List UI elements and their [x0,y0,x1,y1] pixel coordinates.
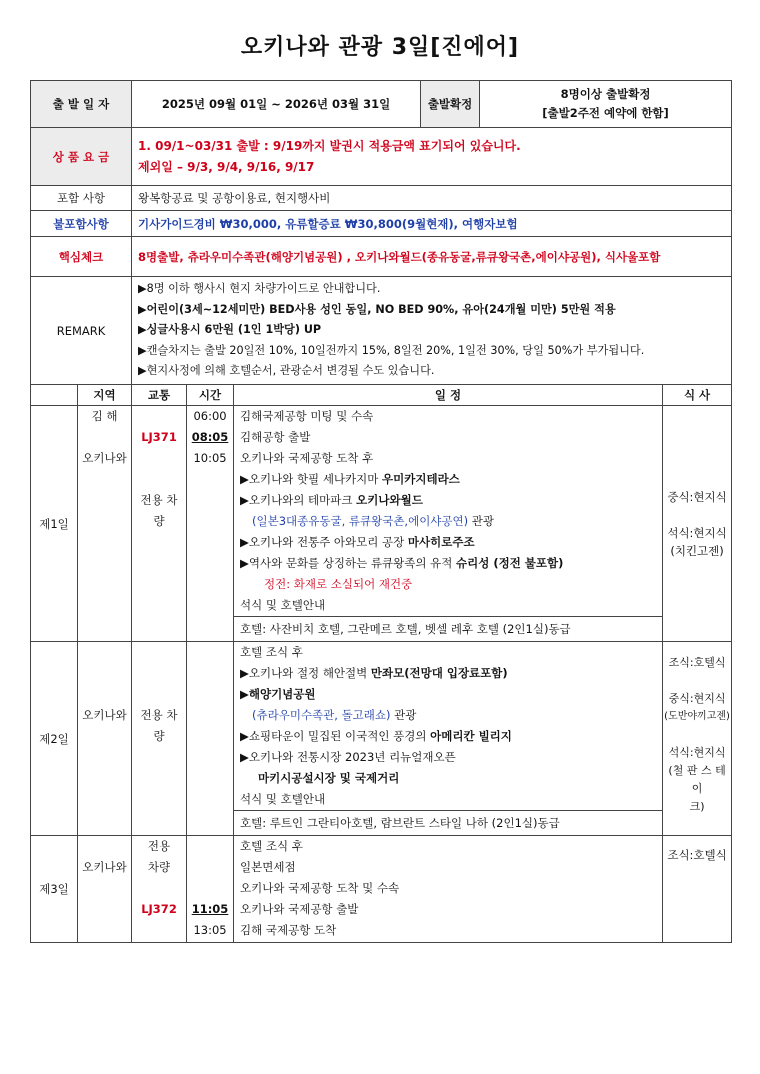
day-2-region [78,642,132,836]
page-title: 오키나와 관광 3일[진에어] [240,35,520,60]
day-2-line-8: 석식 및 호텔안내 [240,792,326,806]
day-1-meal-2: 석식:현지식 [667,525,727,540]
day-1-time-3: 10:05 [193,451,227,465]
col-meal: 식 사 [663,385,732,406]
day-1-region-2: 오키나와 [82,451,127,465]
day-1-itinerary [234,406,663,617]
day-2-line-4: (츄라우미수족관, 돌고래쇼) 관광 [252,708,417,722]
day-3-region [78,836,132,943]
col-transport: 교통 [132,385,187,406]
confirm-value [480,81,732,128]
day-1-meal-3: (치킨고젠) [670,543,724,558]
day-1-line-8: ▶역사와 문화를 상징하는 류큐왕족의 유적 슈리성 (정전 불포함) [240,556,564,570]
day-1-meal-1: 중식:현지식 [667,489,727,504]
day-1-times [187,406,234,642]
day-2-meal-4: 석식:현지식 [668,746,726,759]
day-3-label: 제3일 [31,836,78,943]
day-3-line-5: 김해 국제공항 도착 [240,923,337,937]
day-3-line-4: 오키나와 국제공항 출발 [240,902,359,916]
day-2-transport [132,642,187,836]
day-2-transport-mode: 전용 차량 [140,708,178,743]
day-1-region [78,406,132,642]
day-2-region-name: 오키나와 [82,708,127,722]
day-2-meal-5: (철 판 스 테 이 [668,764,726,795]
day-1-line-1: 김해국제공항 미팅 및 수속 [240,409,374,423]
remark-line-1: ▶8명 이하 행사시 현지 차량가이드로 안내합니다. [138,282,381,296]
day-2-itinerary [234,642,663,811]
day-1-time-1: 06:00 [193,409,227,423]
day-2-meals [663,642,732,836]
day-2-line-7: 마키시공설시장 및 국제거리 [258,771,400,785]
day-3-line-1: 호텔 조식 후 [240,839,303,853]
day-1-label: 제1일 [31,406,78,642]
day-1-line-7: ▶오키나와 전통주 아와모리 공장 마사히로주조 [240,535,475,549]
day-2-line-5: ▶쇼핑타운이 밀집된 이국적인 풍경의 아메리칸 빌리지 [240,729,512,743]
day-3-transport-2: 차량 [147,860,171,874]
remark-line-4: ▶캔슬차지는 출발 20일전 10%, 10일전까지 15%, 8일전 20%, 1일전 30%, 당일 50%가 부가됩니다. [138,343,645,357]
price-value [132,128,732,186]
confirm-line-1: 8명이상 출발확정 [560,87,651,101]
included-label: 포함 사항 [31,186,132,211]
day-1-meals [663,406,732,642]
day-3-transport-1: 전용 [147,839,171,853]
confirm-line-2: [출발2주전 예약에 한함] [542,106,669,120]
day-1-line-9: 정전: 화재로 소실되어 재건중 [264,577,413,591]
day-1-time-2: 08:05 [191,430,229,444]
day-2-line-3: ▶해양기념공원 [240,687,316,701]
day-2-line-2: ▶오키나와 절정 해안절벽 만좌모(전망대 입장료포함) [240,666,508,680]
confirm-label: 출발확정 [421,81,480,128]
day-1-line-5: ▶오키나와의 테마파크 오키나와월드 [240,493,423,507]
day-1-hotel: 호텔: 사잔비치 호텔, 그란메르 호텔, 벳셀 레후 호텔 (2인1실)동급 [234,617,663,642]
day-1-line-4: ▶오키나와 핫필 세나카지마 우미카지테라스 [240,472,460,486]
remark-line-3: ▶싱글사용시 6만원 (1인 1박당) UP [138,323,322,337]
period-label: 출 발 일 자 [31,81,132,128]
price-label: 상 품 요 금 [31,128,132,186]
remark-value [132,277,732,385]
col-time: 시간 [187,385,234,406]
remark-line-5: ▶현지사정에 의해 호텔순서, 관광순서 변경될 수도 있습니다. [138,364,435,378]
day-1-line-2: 김해공항 출발 [240,430,311,444]
day-3-time-1: 11:05 [191,902,229,916]
day-2-meal-3: (도반야끼고젠) [664,711,730,722]
day-2-hotel: 호텔: 루트인 그란티아호텔, 람브란트 스타일 나하 (2인1실)동급 [234,811,663,836]
day-2-meal-1: 조식:호텔식 [668,656,726,669]
day-1-transport [132,406,187,642]
included-value: 왕복항공료 및 공항이용료, 현지행사비 [132,186,732,211]
day-3-meals [663,836,732,943]
day-3-itinerary [234,836,663,943]
day-1-flight: LJ371 [141,430,177,444]
itinerary-table [30,80,732,943]
day-2-meal-2: 중식:현지식 [668,692,726,705]
day-1-line-10: 석식 및 호텔안내 [240,598,326,612]
day-2-line-1: 호텔 조식 후 [240,645,303,659]
day-1-line-6: (일본3대종유동굴, 류큐왕국촌,에이샤공연) 관광 [252,514,494,528]
remark-label: REMARK [31,277,132,385]
day-1-region-1: 김 해 [91,409,118,423]
day-3-flight: LJ372 [141,902,177,916]
price-line-2: 제외일 – 9/3, 9/4, 9/16, 9/17 [138,159,315,174]
day-3-line-3: 오키나와 국제공항 도착 및 수속 [240,881,400,895]
remark-line-2: ▶어린이(3세~12세미만) BED사용 성인 동일, NO BED 90%, 유아(24개월 미만) 5만원 적용 [138,302,616,316]
period-value: 2025년 09월 01일 ~ 2026년 03월 31일 [132,81,421,128]
day-3-region-name: 오키나와 [82,860,127,874]
key-check-value: 8명출발, 츄라우미수족관(해양기념공원) , 오키나와월드(종유동굴,류큐왕국촌,에이샤공원), 식사울포함 [132,237,732,277]
excluded-value: 기사가이드경비 ₩30,000, 유류할증료 ₩30,800(9월현재), 여행자보험 [132,211,732,237]
day-3-time-2: 13:05 [193,923,227,937]
day-1-transport-mode: 전용 차량 [140,493,178,528]
day-2-line-6: ▶오키나와 전통시장 2023년 리뉴얼재오픈 [240,750,456,764]
col-itinerary: 일 정 [234,385,663,406]
excluded-label: 불포함사항 [31,211,132,237]
col-region: 지역 [78,385,132,406]
day-3-meal-1: 조식:호텔식 [667,848,727,862]
day-3-transport [132,836,187,943]
day-1-line-3: 오키나와 국제공항 도착 후 [240,451,374,465]
day-2-meal-6: 크) [689,800,705,813]
day-3-times [187,836,234,943]
day-2-label: 제2일 [31,642,78,836]
day-3-line-2: 일본면세점 [240,860,296,874]
price-line-1: 1. 09/1~03/31 출발 : 9/19까지 발권시 적용금액 표기되어 있습니다. [138,138,521,153]
key-check-label: 핵심체크 [31,237,132,277]
